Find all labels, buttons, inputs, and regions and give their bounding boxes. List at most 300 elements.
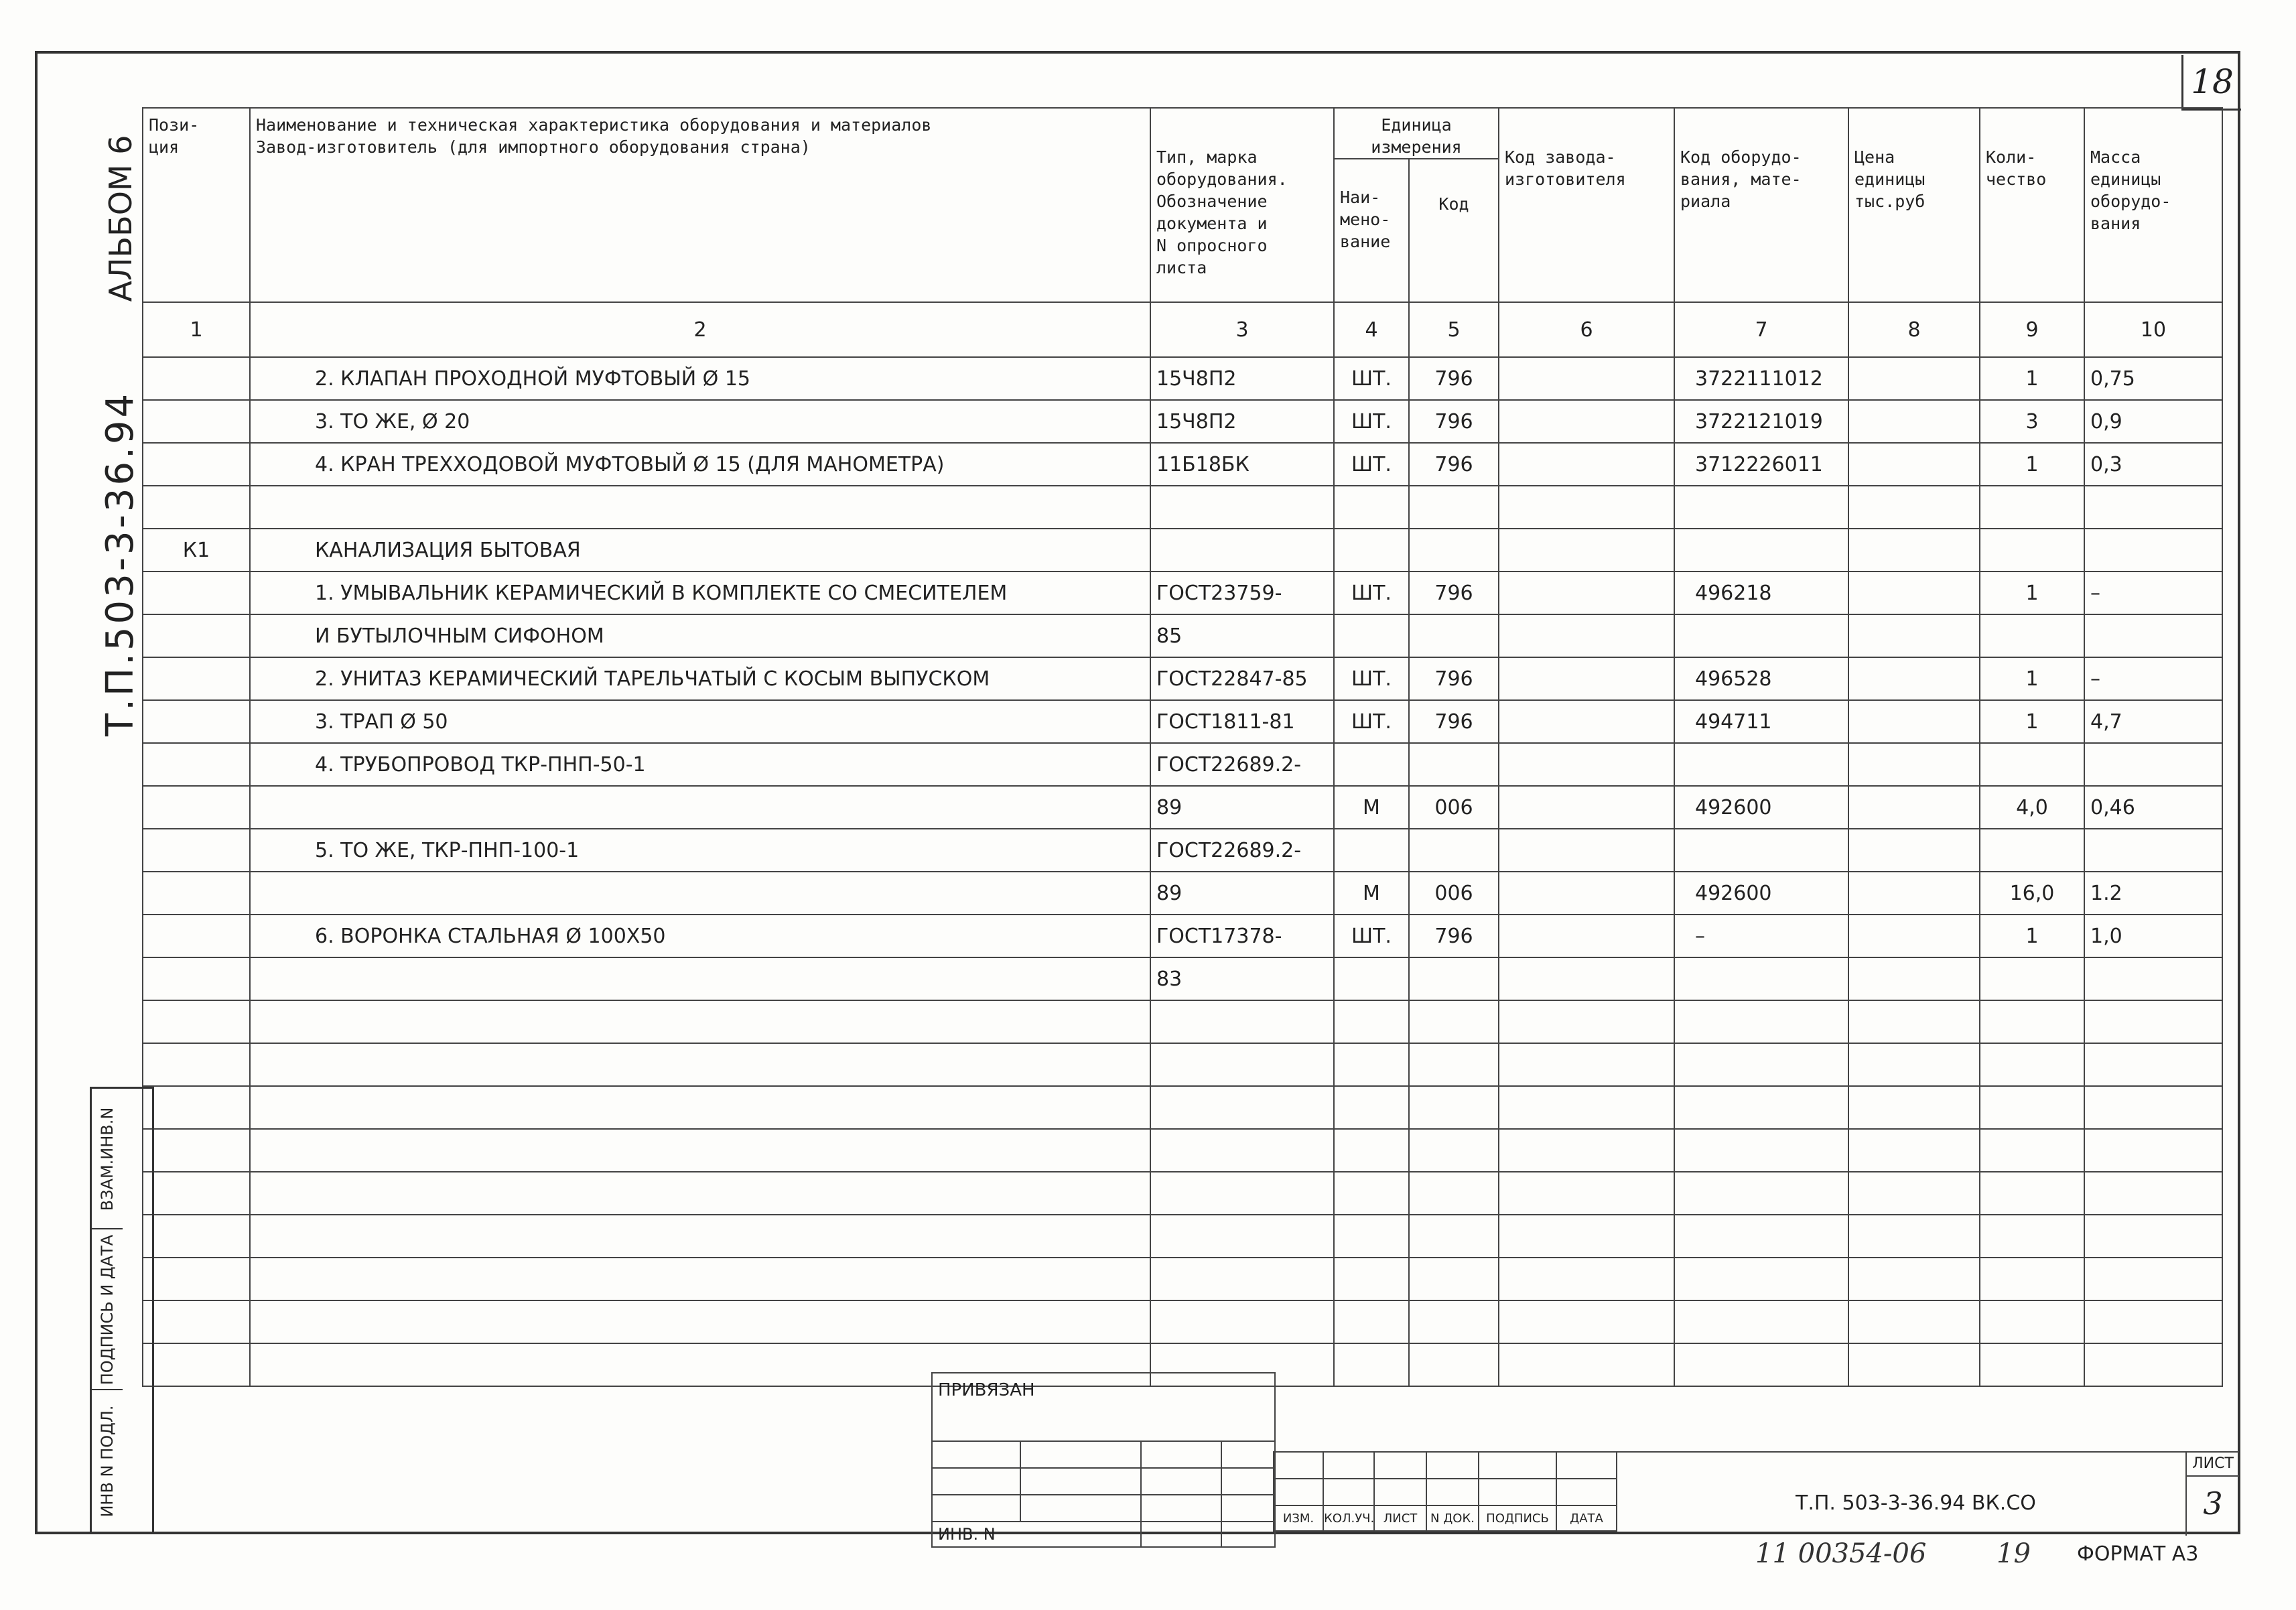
- cell-mass: [2084, 829, 2222, 872]
- cell-name: 6. ВОРОНКА СТАЛЬНАЯ Ø 100Х50: [250, 915, 1150, 957]
- cell-type: [1150, 1300, 1334, 1343]
- header-type: Тип, марка оборудования. Обозначение документа и N опросного листа: [1150, 108, 1334, 302]
- cell-maker: [1499, 443, 1674, 486]
- cell-equip: [1674, 1215, 1848, 1258]
- cell-mass: [2084, 1343, 2222, 1386]
- header-row: [143, 108, 2222, 159]
- cell-name: [250, 1129, 1150, 1172]
- cell-mass: 0,3: [2084, 443, 2222, 486]
- cell-maker: [1499, 872, 1674, 915]
- cell-price: [1848, 657, 1980, 700]
- cell-pos: [143, 743, 250, 786]
- cell-pos: [143, 572, 250, 614]
- cell-code: [1409, 1043, 1499, 1086]
- cell-qty: 3: [1980, 400, 2084, 443]
- table-row: [143, 614, 2222, 657]
- cell-qty: [1980, 1129, 2084, 1172]
- header-position: Пози- ция: [143, 108, 250, 302]
- cell-name: [250, 1172, 1150, 1215]
- cell-equip: –: [1674, 915, 1848, 957]
- cell-unit: [1334, 614, 1409, 657]
- cell-maker: [1499, 1129, 1674, 1172]
- cell-price: [1848, 1086, 1980, 1129]
- cell-mass: –: [2084, 657, 2222, 700]
- revision-col-label: N ДОК.: [1426, 1505, 1479, 1531]
- cell-mass: [2084, 486, 2222, 529]
- column-number: 9: [1980, 302, 2084, 357]
- cell-maker: [1499, 657, 1674, 700]
- cell-type: 85: [1150, 614, 1334, 657]
- cell-price: [1848, 1129, 1980, 1172]
- cell-maker: [1499, 1086, 1674, 1129]
- cell-equip: [1674, 829, 1848, 872]
- table-row: [143, 700, 2222, 743]
- cell-name: 3. ТРАП Ø 50: [250, 700, 1150, 743]
- revision-col-label: ПОДПИСЬ: [1479, 1505, 1556, 1531]
- cell-maker: [1499, 1343, 1674, 1386]
- table-row: [143, 1172, 2222, 1215]
- column-number: 5: [1409, 302, 1499, 357]
- cell-code: 796: [1409, 700, 1499, 743]
- cell-code: 006: [1409, 786, 1499, 829]
- cell-pos: [143, 829, 250, 872]
- header-unit-code: Код: [1409, 159, 1499, 302]
- cell-maker: [1499, 957, 1674, 1000]
- cell-name: 2. КЛАПАН ПРОХОДНОЙ МУФТОВЫЙ Ø 15: [250, 357, 1150, 400]
- table-row: [143, 1043, 2222, 1086]
- cell-maker: [1499, 1300, 1674, 1343]
- cell-mass: –: [2084, 572, 2222, 614]
- cell-type: ГОСТ23759-: [1150, 572, 1334, 614]
- cell-qty: [1980, 1258, 2084, 1300]
- cell-equip: [1674, 486, 1848, 529]
- doc-code: Т.П. 503-3-36.94 ВК.СО: [1796, 1491, 2036, 1515]
- cell-qty: 4,0: [1980, 786, 2084, 829]
- cell-price: [1848, 400, 1980, 443]
- cell-code: [1409, 529, 1499, 572]
- cell-unit: [1334, 1343, 1409, 1386]
- cell-pos: [143, 1043, 250, 1086]
- cell-type: [1150, 529, 1334, 572]
- cell-qty: [1980, 957, 2084, 1000]
- table-row: [143, 529, 2222, 572]
- header-unit: Единица измерения: [1334, 108, 1499, 159]
- cell-type: ГОСТ22847-85: [1150, 657, 1334, 700]
- cell-type: [1150, 1172, 1334, 1215]
- cell-equip: [1674, 1258, 1848, 1300]
- handwritten-page: 19: [1997, 1538, 2031, 1569]
- header-mass: Масса единицы оборудо- вания: [2084, 108, 2222, 302]
- cell-price: [1848, 743, 1980, 786]
- cell-maker: [1499, 829, 1674, 872]
- table-row: [143, 357, 2222, 400]
- cell-code: [1409, 1300, 1499, 1343]
- cell-qty: [1980, 1215, 2084, 1258]
- cell-pos: [143, 400, 250, 443]
- cell-equip: 3712226011: [1674, 443, 1848, 486]
- cell-qty: [1980, 1300, 2084, 1343]
- sign-date-label: ПОДПИСЬ И ДАТА: [98, 1234, 117, 1386]
- cell-code: [1409, 957, 1499, 1000]
- cell-name: КАНАЛИЗАЦИЯ БЫТОВАЯ: [250, 529, 1150, 572]
- cell-pos: [143, 915, 250, 957]
- cell-maker: [1499, 1258, 1674, 1300]
- cell-unit: [1334, 1300, 1409, 1343]
- cell-maker: [1499, 1000, 1674, 1043]
- cell-mass: [2084, 529, 2222, 572]
- cell-type: 83: [1150, 957, 1334, 1000]
- cell-price: [1848, 915, 1980, 957]
- cell-price: [1848, 1000, 1980, 1043]
- cell-name: 1. УМЫВАЛЬНИК КЕРАМИЧЕСКИЙ В КОМПЛЕКТЕ СО СМЕСИТЕЛЕМ: [250, 572, 1150, 614]
- cell-type: [1150, 1086, 1334, 1129]
- cell-type: ГОСТ1811-81: [1150, 700, 1334, 743]
- cell-unit: ШТ.: [1334, 443, 1409, 486]
- table-row: [143, 1000, 2222, 1043]
- cell-unit: ШТ.: [1334, 357, 1409, 400]
- cell-unit: [1334, 529, 1409, 572]
- table-row: [143, 486, 2222, 529]
- cell-unit: [1334, 957, 1409, 1000]
- cell-equip: [1674, 1000, 1848, 1043]
- header-equip-code: Код оборудо- вания, мате- риала: [1674, 108, 1848, 302]
- cell-name: [250, 1215, 1150, 1258]
- cell-pos: [143, 443, 250, 486]
- header-name: Наименование и техническая характеристика оборудования и материалов Завод-изготовитель (для импортного оборудования страна): [250, 108, 1150, 302]
- cell-equip: [1674, 1086, 1848, 1129]
- cell-qty: [1980, 1086, 2084, 1129]
- cell-equip: 492600: [1674, 872, 1848, 915]
- column-number: 2: [250, 302, 1150, 357]
- revision-col-label: КОЛ.УЧ.: [1323, 1505, 1374, 1531]
- cell-price: [1848, 1172, 1980, 1215]
- cell-type: 15Ч8П2: [1150, 357, 1334, 400]
- cell-mass: 0,46: [2084, 786, 2222, 829]
- cell-unit: ШТ.: [1334, 400, 1409, 443]
- cell-price: [1848, 957, 1980, 1000]
- column-number: 7: [1674, 302, 1848, 357]
- cell-name: [250, 872, 1150, 915]
- cell-qty: 1: [1980, 915, 2084, 957]
- page-number: 18: [2181, 55, 2241, 111]
- cell-name: 3. ТО ЖЕ, Ø 20: [250, 400, 1150, 443]
- cell-price: [1848, 786, 1980, 829]
- cell-equip: [1674, 1043, 1848, 1086]
- cell-code: 006: [1409, 872, 1499, 915]
- cell-qty: [1980, 1343, 2084, 1386]
- cell-type: [1150, 1215, 1334, 1258]
- cell-mass: [2084, 1300, 2222, 1343]
- column-number: 10: [2084, 302, 2222, 357]
- table-row: [143, 1129, 2222, 1172]
- cell-qty: [1980, 829, 2084, 872]
- cell-type: [1150, 1258, 1334, 1300]
- cell-price: [1848, 357, 1980, 400]
- cell-pos: [143, 1215, 250, 1258]
- sheet-number: 3: [2203, 1485, 2223, 1522]
- cell-price: [1848, 829, 1980, 872]
- cell-equip: [1674, 614, 1848, 657]
- table-row: [143, 743, 2222, 786]
- cell-qty: 1: [1980, 657, 2084, 700]
- cell-price: [1848, 1258, 1980, 1300]
- cell-unit: М: [1334, 872, 1409, 915]
- cell-code: [1409, 1343, 1499, 1386]
- specification-table: [142, 107, 2223, 1387]
- cell-maker: [1499, 1043, 1674, 1086]
- revision-block: [1273, 1451, 1617, 1532]
- header-unit-name: Наи- мено- вание: [1334, 159, 1409, 302]
- revision-col-label: ИЗМ.: [1274, 1505, 1323, 1531]
- revision-col-label: ДАТА: [1556, 1505, 1617, 1531]
- cell-pos: К1: [143, 529, 250, 572]
- cell-equip: 494711: [1674, 700, 1848, 743]
- cell-qty: 1: [1980, 357, 2084, 400]
- cell-pos: [143, 1300, 250, 1343]
- cell-pos: [143, 786, 250, 829]
- cell-mass: 0,75: [2084, 357, 2222, 400]
- cell-name: [250, 1258, 1150, 1300]
- cell-price: [1848, 486, 1980, 529]
- cell-maker: [1499, 915, 1674, 957]
- cell-name: [250, 786, 1150, 829]
- cell-qty: [1980, 1000, 2084, 1043]
- cell-unit: [1334, 829, 1409, 872]
- cell-pos: [143, 657, 250, 700]
- cell-unit: [1334, 1172, 1409, 1215]
- cell-price: [1848, 1343, 1980, 1386]
- cell-code: [1409, 829, 1499, 872]
- table-row: [143, 400, 2222, 443]
- cell-equip: 3722111012: [1674, 357, 1848, 400]
- cell-mass: [2084, 1258, 2222, 1300]
- cell-mass: [2084, 1000, 2222, 1043]
- cell-type: [1150, 1129, 1334, 1172]
- cell-name: [250, 1043, 1150, 1086]
- cell-equip: 496528: [1674, 657, 1848, 700]
- cell-unit: ШТ.: [1334, 700, 1409, 743]
- cell-pos: [143, 486, 250, 529]
- table-row: [143, 1300, 2222, 1343]
- cell-equip: [1674, 1172, 1848, 1215]
- cell-qty: 1: [1980, 572, 2084, 614]
- cell-code: [1409, 1129, 1499, 1172]
- title-main-box: [1615, 1451, 2239, 1534]
- cell-code: 796: [1409, 657, 1499, 700]
- cell-code: [1409, 743, 1499, 786]
- cell-name: [250, 1086, 1150, 1129]
- header-maker-code: Код завода- изготовителя: [1499, 108, 1674, 302]
- cell-price: [1848, 1215, 1980, 1258]
- cell-unit: ШТ.: [1334, 657, 1409, 700]
- cell-qty: 1: [1980, 700, 2084, 743]
- cell-qty: [1980, 614, 2084, 657]
- cell-type: [1150, 1043, 1334, 1086]
- cell-code: 796: [1409, 572, 1499, 614]
- header-price: Цена единицы тыс.руб: [1848, 108, 1980, 302]
- cell-maker: [1499, 614, 1674, 657]
- cell-name: 5. ТО ЖЕ, ТКР-ПНП-100-1: [250, 829, 1150, 872]
- cell-pos: [143, 957, 250, 1000]
- cell-pos: [143, 1000, 250, 1043]
- column-number: 4: [1334, 302, 1409, 357]
- cell-equip: [1674, 1343, 1848, 1386]
- cell-maker: [1499, 743, 1674, 786]
- cell-mass: [2084, 1043, 2222, 1086]
- cell-maker: [1499, 400, 1674, 443]
- table-row: [143, 1086, 2222, 1129]
- cell-qty: [1980, 529, 2084, 572]
- cell-unit: [1334, 1258, 1409, 1300]
- cell-unit: ШТ.: [1334, 572, 1409, 614]
- cell-name: [250, 486, 1150, 529]
- cell-code: 796: [1409, 443, 1499, 486]
- cell-maker: [1499, 786, 1674, 829]
- sheet-label: ЛИСТ: [2187, 1453, 2239, 1477]
- cell-type: 89: [1150, 872, 1334, 915]
- table-row: [143, 572, 2222, 614]
- cell-code: [1409, 1172, 1499, 1215]
- table-row: [143, 1215, 2222, 1258]
- cell-maker: [1499, 529, 1674, 572]
- cell-unit: [1334, 486, 1409, 529]
- bound-block: [931, 1372, 1276, 1548]
- inv-label: ИНВ. N: [932, 1522, 1141, 1547]
- cell-name: 2. УНИТАЗ КЕРАМИЧЕСКИЙ ТАРЕЛЬЧАТЫЙ С КОСЫМ ВЫПУСКОМ: [250, 657, 1150, 700]
- cell-qty: [1980, 486, 2084, 529]
- table-row: [143, 786, 2222, 829]
- inv-orig-label: ИНВ N ПОДЛ.: [98, 1405, 117, 1518]
- cell-maker: [1499, 486, 1674, 529]
- cell-mass: 1.2: [2084, 872, 2222, 915]
- cell-maker: [1499, 1172, 1674, 1215]
- cell-code: 796: [1409, 357, 1499, 400]
- cell-maker: [1499, 700, 1674, 743]
- table-row: [143, 1258, 2222, 1300]
- cell-mass: [2084, 1172, 2222, 1215]
- cell-code: [1409, 1215, 1499, 1258]
- cell-mass: 1,0: [2084, 915, 2222, 957]
- cell-maker: [1499, 572, 1674, 614]
- table-row: [143, 443, 2222, 486]
- cell-unit: [1334, 1043, 1409, 1086]
- cell-pos: [143, 700, 250, 743]
- cell-price: [1848, 614, 1980, 657]
- cell-type: ГОСТ22689.2-: [1150, 829, 1334, 872]
- cell-type: ГОСТ22689.2-: [1150, 743, 1334, 786]
- cell-qty: [1980, 743, 2084, 786]
- cell-code: [1409, 1258, 1499, 1300]
- cell-name: 4. ТРУБОПРОВОД ТКР-ПНП-50-1: [250, 743, 1150, 786]
- cell-mass: [2084, 1129, 2222, 1172]
- project-code-vertical: Т.П.503-3-36.94: [98, 391, 142, 736]
- handwritten-number: 11 00354-06: [1755, 1538, 1927, 1569]
- cell-unit: [1334, 743, 1409, 786]
- cell-price: [1848, 872, 1980, 915]
- cell-mass: [2084, 1086, 2222, 1129]
- album-label: АЛЬБОМ 6: [103, 135, 139, 302]
- cell-price: [1848, 1043, 1980, 1086]
- cell-type: 11Б18БК: [1150, 443, 1334, 486]
- cell-maker: [1499, 357, 1674, 400]
- cell-mass: 4,7: [2084, 700, 2222, 743]
- cell-pos: [143, 614, 250, 657]
- cell-code: [1409, 614, 1499, 657]
- cell-pos: [143, 357, 250, 400]
- cell-pos: [143, 1172, 250, 1215]
- cell-unit: [1334, 1129, 1409, 1172]
- header-quantity: Коли- чество: [1980, 108, 2084, 302]
- cell-equip: [1674, 1129, 1848, 1172]
- cell-equip: [1674, 743, 1848, 786]
- cell-mass: [2084, 957, 2222, 1000]
- cell-code: 796: [1409, 400, 1499, 443]
- table-row: [143, 872, 2222, 915]
- cell-mass: [2084, 743, 2222, 786]
- cell-code: [1409, 486, 1499, 529]
- cell-type: [1150, 1000, 1334, 1043]
- cell-type: ГОСТ17378-: [1150, 915, 1334, 957]
- cell-equip: 3722121019: [1674, 400, 1848, 443]
- cell-pos: [143, 1258, 250, 1300]
- column-number: 6: [1499, 302, 1674, 357]
- cell-qty: 16,0: [1980, 872, 2084, 915]
- column-number: 3: [1150, 302, 1334, 357]
- cell-qty: 1: [1980, 443, 2084, 486]
- cell-mass: [2084, 614, 2222, 657]
- cell-pos: [143, 1343, 250, 1386]
- cell-maker: [1499, 1215, 1674, 1258]
- cell-unit: [1334, 1000, 1409, 1043]
- cell-unit: [1334, 1086, 1409, 1129]
- cell-price: [1848, 572, 1980, 614]
- cell-price: [1848, 1300, 1980, 1343]
- cell-code: [1409, 1000, 1499, 1043]
- cell-unit: [1334, 1215, 1409, 1258]
- table-row: [143, 657, 2222, 700]
- cell-price: [1848, 443, 1980, 486]
- cell-type: [1150, 486, 1334, 529]
- cell-type: 89: [1150, 786, 1334, 829]
- bound-label: ПРИВЯЗАН: [932, 1373, 1275, 1441]
- cell-name: [250, 957, 1150, 1000]
- cell-equip: [1674, 1300, 1848, 1343]
- replace-inv-label: ВЗАМ.ИНВ.N: [98, 1107, 117, 1211]
- table-row: [143, 957, 2222, 1000]
- cell-equip: [1674, 957, 1848, 1000]
- cell-equip: 492600: [1674, 786, 1848, 829]
- cell-unit: М: [1334, 786, 1409, 829]
- cell-name: И БУТЫЛОЧНЫМ СИФОНОМ: [250, 614, 1150, 657]
- left-stamp-strip: [90, 1087, 154, 1534]
- cell-qty: [1980, 1172, 2084, 1215]
- cell-type: 15Ч8П2: [1150, 400, 1334, 443]
- cell-price: [1848, 529, 1980, 572]
- cell-mass: [2084, 1215, 2222, 1258]
- cell-qty: [1980, 1043, 2084, 1086]
- cell-name: 4. КРАН ТРЕХХОДОВОЙ МУФТОВЫЙ Ø 15 (ДЛЯ МАНОМЕТРА): [250, 443, 1150, 486]
- cell-equip: 496218: [1674, 572, 1848, 614]
- table-row: [143, 829, 2222, 872]
- cell-pos: [143, 1129, 250, 1172]
- cell-equip: [1674, 529, 1848, 572]
- column-number: 8: [1848, 302, 1980, 357]
- cell-pos: [143, 1086, 250, 1129]
- column-number: 1: [143, 302, 250, 357]
- cell-code: [1409, 1086, 1499, 1129]
- table-row: [143, 915, 2222, 957]
- cell-code: 796: [1409, 915, 1499, 957]
